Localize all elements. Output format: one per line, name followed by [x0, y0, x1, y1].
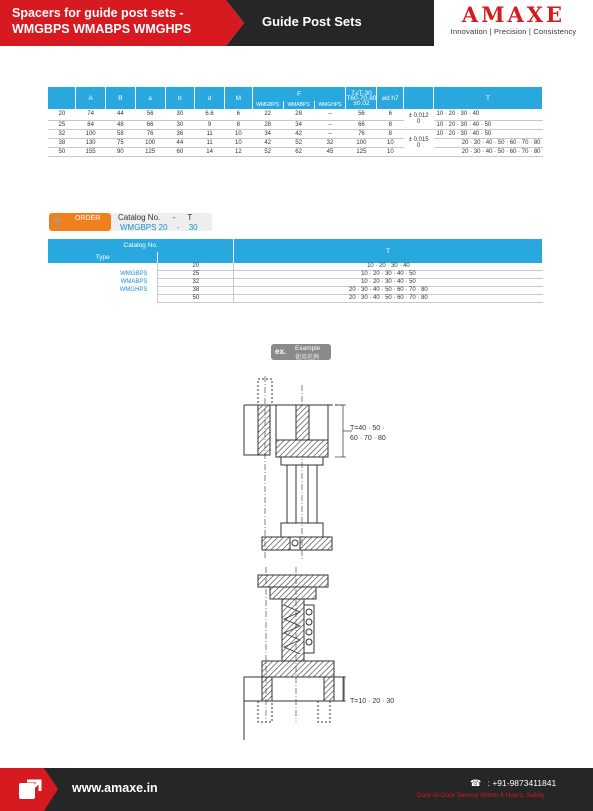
tolerance-upper: ± 0.012 — [408, 112, 429, 119]
hand-cursor-icon — [14, 778, 44, 802]
cell-F-wmabps: 62 — [283, 147, 314, 156]
order-label: ORDER — [75, 215, 101, 222]
cell-A: 155 — [76, 147, 106, 156]
header-T: T — [434, 87, 543, 109]
header-M: M — [224, 87, 252, 109]
upper-assembly-drawing — [244, 376, 342, 560]
cell-d: 9 — [195, 120, 225, 129]
cell-f: 66 — [346, 120, 377, 129]
cell-a: 56 — [135, 109, 165, 120]
header-tol-bot: ±0.02 — [353, 99, 370, 107]
cart-icon: 🛒 — [53, 217, 63, 226]
footer-phone[interactable] — [470, 778, 556, 789]
cell-F-wmghps: 32 — [314, 138, 346, 147]
cell-type: WMABPS — [48, 279, 158, 287]
tolerance-upper: ± 0.015 — [408, 136, 429, 143]
cell-a: 66 — [135, 120, 165, 129]
cell-T: 10 · 20 · 30 · 40 · 50 — [234, 271, 543, 279]
example-badge-ex: ex. — [275, 347, 287, 356]
lower-assembly-drawing — [244, 567, 344, 740]
header-B: B — [106, 87, 136, 109]
footer-tagline: Door-to-Door Service Within 4 Hours, Safely — [417, 792, 545, 799]
cell-F-wmgbps: 52 — [252, 147, 283, 156]
order-catalog-label: Catalog No. — [118, 213, 161, 222]
cell-size: 50 — [158, 295, 234, 303]
cell-a: 76 — [135, 129, 165, 138]
cell-F-wmabps: 28 — [283, 109, 314, 120]
cell-F-wmghps: – — [314, 109, 346, 120]
cell-B: 44 — [106, 109, 136, 120]
header-type: Type — [48, 252, 158, 263]
header-tol-top: T≤T-30 — [351, 89, 372, 97]
telephone-icon: ☎ — [470, 778, 482, 788]
example-note-top-line2: 60 · 70 · 80 — [350, 435, 386, 442]
cell-F-wmgbps: 28 — [252, 120, 283, 129]
section-title: Guide Post Sets — [262, 14, 362, 29]
cell-bore: 8 — [377, 129, 404, 138]
cell-f: 76 — [346, 129, 377, 138]
cell-F-wmabps: 52 — [283, 138, 314, 147]
cell-T: 10 · 20 · 30 · 40 · 50 — [234, 279, 543, 287]
order-T-label: T — [187, 213, 193, 222]
header-b: b — [165, 87, 195, 109]
dimension-leaders — [335, 405, 352, 701]
logo-tagline: Innovation | Precision | Consistency — [450, 27, 577, 36]
cell-T: 10 · 20 · 30 · 40 — [434, 109, 543, 120]
cell-M: 10 — [224, 129, 252, 138]
cell-T: 20 · 30 · 40 · 50 · 60 · 70 · 80 — [234, 287, 543, 295]
cell-d: 11 — [195, 129, 225, 138]
cell-b: 30 — [165, 120, 195, 129]
cell-d: 14 — [195, 147, 225, 156]
cell-f: 100 — [346, 138, 377, 147]
cell-bore: 10 — [377, 147, 404, 156]
cell-size: 38 — [158, 287, 234, 295]
cell-type: WMGHPS — [48, 287, 158, 295]
header-F-wmghps: WMGHPS — [314, 101, 346, 109]
cell-T: 20 · 30 · 40 · 50 · 60 · 70 · 80 — [234, 295, 543, 303]
order-dash: - — [172, 213, 176, 222]
cell-bore: 8 — [377, 120, 404, 129]
cell-A: 130 — [76, 138, 106, 147]
example-note-bottom: T=10 · 20 · 30 — [350, 698, 395, 705]
header-catalog-no: Catalog No. — [48, 239, 234, 252]
cell-type: WMGBPS — [48, 271, 158, 279]
header-tol-mid: T60·70·80 — [346, 94, 377, 102]
cell-T: 10 · 20 · 30 · 40 · 50 — [434, 120, 543, 129]
cell-F-wmghps: – — [314, 120, 346, 129]
header-a: a — [135, 87, 165, 109]
tolerance-lower: 0 — [416, 118, 421, 125]
cell-T: 10 · 20 · 30 · 40 — [234, 263, 543, 271]
cell-size: 20 — [158, 263, 234, 271]
example-note-top-line1: T=40 · 50 · — [350, 425, 385, 432]
cell-T: 10 · 20 · 30 · 40 · 50 — [434, 129, 543, 138]
cell-a: 100 — [135, 138, 165, 147]
cell-A: 100 — [76, 129, 106, 138]
cell-M: 6 — [224, 109, 252, 120]
order-example-code: WMGBPS 20 — [120, 223, 168, 232]
cell-M: 12 — [224, 147, 252, 156]
cell-F-wmabps: 42 — [283, 129, 314, 138]
cell-B: 90 — [106, 147, 136, 156]
example-title-cn: 使用范例 — [295, 355, 320, 361]
cell-b: 44 — [165, 138, 195, 147]
cell-a: 125 — [135, 147, 165, 156]
tolerance-lower: 0 — [416, 142, 421, 149]
cell-T: 20 · 30 · 40 · 50 · 60 · 70 · 80 — [434, 138, 543, 147]
header-F-wmgbps: WMGBPS — [252, 101, 283, 109]
cell-M: 8 — [224, 120, 252, 129]
cell-B: 48 — [106, 120, 136, 129]
page-title-line1: Spacers for guide post sets - — [12, 6, 184, 20]
footer-phone-number: : +91-9873411841 — [487, 778, 557, 788]
cell-d: 11 — [195, 138, 225, 147]
cell-bore: 6 — [377, 109, 404, 120]
cell-F-wmgbps: 42 — [252, 138, 283, 147]
cell-size: 32 — [48, 129, 76, 138]
order-dash: - — [176, 223, 180, 232]
cell-A: 84 — [76, 120, 106, 129]
cell-F-wmghps: – — [314, 129, 346, 138]
cell-F-wmabps: 34 — [283, 120, 314, 129]
cell-B: 75 — [106, 138, 136, 147]
page-title-line2: WMGBPS WMABPS WMGHPS — [12, 21, 192, 36]
cell-b: 36 — [165, 129, 195, 138]
cell-size: 25 — [158, 271, 234, 279]
cell-F-wmgbps: 34 — [252, 129, 283, 138]
cell-b: 30 — [165, 109, 195, 120]
cell-size: 32 — [158, 279, 234, 287]
cell-f: 56 — [346, 109, 377, 120]
header-T: T — [234, 239, 543, 263]
order-example-T: 30 — [188, 223, 198, 232]
cell-A: 74 — [76, 109, 106, 120]
example-title-en: Example — [295, 345, 321, 352]
cell-T: 20 · 30 · 40 · 50 · 60 · 70 · 80 — [434, 147, 543, 156]
cell-size: 25 — [48, 120, 76, 129]
cell-size: 20 — [48, 109, 76, 120]
footer-website-link[interactable]: www.amaxe.in — [72, 781, 158, 795]
cell-bore: 10 — [377, 138, 404, 147]
cell-F-wmgbps: 22 — [252, 109, 283, 120]
cell-F-wmghps: 45 — [314, 147, 346, 156]
cell-f: 125 — [346, 147, 377, 156]
cell-d: 6.6 — [195, 109, 225, 120]
cell-b: 60 — [165, 147, 195, 156]
cell-size: 38 — [48, 138, 76, 147]
logo-wordmark: AMAXE — [461, 2, 566, 27]
cell-B: 58 — [106, 129, 136, 138]
example-note-top — [350, 424, 386, 444]
header-F: F — [252, 87, 346, 101]
header-bore: ⌀d h7 — [377, 87, 404, 109]
cell-size: 50 — [48, 147, 76, 156]
header-A: A — [76, 87, 106, 109]
cell-M: 10 — [224, 138, 252, 147]
header-F-wmabps: WMABPS — [283, 101, 314, 109]
header-d: d — [195, 87, 225, 109]
